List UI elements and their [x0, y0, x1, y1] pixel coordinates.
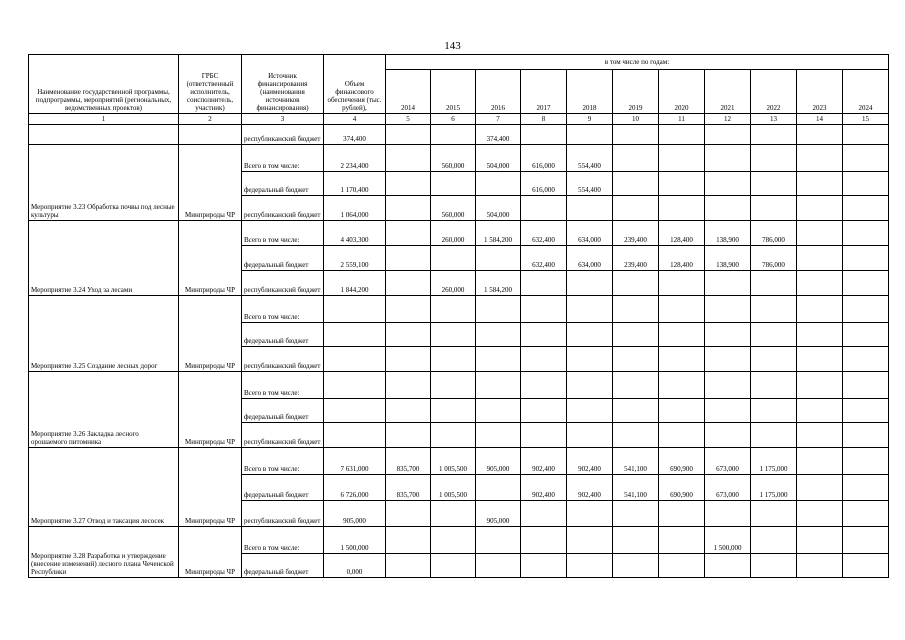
value-cell [567, 323, 613, 347]
value-cell [324, 372, 386, 399]
grbs-cell [179, 125, 242, 145]
column-index: 11 [659, 114, 705, 125]
table-row [29, 145, 889, 172]
measure-name: Мероприятие 3.24 Уход за лесами [29, 221, 179, 296]
value-cell: 260,000 [431, 221, 476, 246]
value-cell [659, 501, 705, 527]
source-cell: республиканский бюджет [242, 271, 324, 296]
value-cell: 6 726,000 [324, 475, 386, 501]
value-cell [431, 125, 476, 145]
value-cell [613, 501, 659, 527]
value-cell: 1 584,200 [476, 271, 521, 296]
value-cell: 616,000 [521, 145, 567, 172]
value-cell [521, 347, 567, 372]
value-cell: 1 584,200 [476, 221, 521, 246]
value-cell [797, 448, 843, 475]
value-cell [324, 423, 386, 448]
value-cell: 554,400 [567, 172, 613, 196]
value-cell [843, 246, 889, 271]
value-cell: 560,000 [431, 196, 476, 221]
source-cell: федеральный бюджет [242, 323, 324, 347]
value-cell: 0,000 [324, 554, 386, 578]
value-cell [613, 125, 659, 145]
value-cell: 541,100 [613, 448, 659, 475]
value-cell [476, 246, 521, 271]
grbs-cell: Минприроды ЧР [179, 145, 242, 221]
grbs-cell: Минприроды ЧР [179, 448, 242, 527]
value-cell [843, 125, 889, 145]
value-cell [613, 527, 659, 554]
column-index: 13 [751, 114, 797, 125]
value-cell [843, 554, 889, 578]
value-cell [705, 501, 751, 527]
value-cell [476, 475, 521, 501]
value-cell: 374,400 [324, 125, 386, 145]
value-cell [431, 399, 476, 423]
name-cell [29, 125, 179, 145]
value-cell: 835,700 [386, 448, 431, 475]
value-cell: 1 005,500 [431, 448, 476, 475]
value-cell [797, 125, 843, 145]
value-cell: 673,000 [705, 475, 751, 501]
value-cell: 1 500,000 [705, 527, 751, 554]
value-cell [521, 372, 567, 399]
grbs-cell: Минприроды ЧР [179, 372, 242, 448]
value-cell [659, 372, 705, 399]
page-number: 143 [444, 40, 461, 52]
measure-name: Мероприятие 3.23 Обработка почвы под лесные культуры [29, 145, 179, 221]
header-volume: Объем финансового обеспечения (тыс. рублей), [324, 55, 386, 114]
column-index: 15 [843, 114, 889, 125]
value-cell [659, 271, 705, 296]
value-cell [797, 323, 843, 347]
column-index: 10 [613, 114, 659, 125]
column-index: 4 [324, 114, 386, 125]
value-cell [705, 172, 751, 196]
value-cell: 128,400 [659, 246, 705, 271]
source-cell: федеральный бюджет [242, 554, 324, 578]
value-cell [386, 527, 431, 554]
value-cell [567, 196, 613, 221]
value-cell [386, 271, 431, 296]
source-cell: федеральный бюджет [242, 475, 324, 501]
value-cell [843, 423, 889, 448]
value-cell [431, 372, 476, 399]
value-cell [386, 501, 431, 527]
value-cell: 138,900 [705, 246, 751, 271]
value-cell [521, 271, 567, 296]
value-cell: 554,400 [567, 145, 613, 172]
value-cell: 1 005,500 [431, 475, 476, 501]
value-cell [659, 145, 705, 172]
value-cell [843, 501, 889, 527]
value-cell [751, 145, 797, 172]
value-cell [476, 172, 521, 196]
value-cell [521, 323, 567, 347]
value-cell [613, 271, 659, 296]
value-cell [659, 423, 705, 448]
value-cell [797, 399, 843, 423]
value-cell [797, 296, 843, 323]
column-index: 14 [797, 114, 843, 125]
value-cell [567, 554, 613, 578]
value-cell [751, 172, 797, 196]
value-cell [797, 423, 843, 448]
value-cell [431, 527, 476, 554]
value-cell [476, 399, 521, 423]
value-cell: 690,900 [659, 448, 705, 475]
financing-table [28, 54, 889, 578]
value-cell [521, 196, 567, 221]
value-cell [567, 527, 613, 554]
value-cell [705, 196, 751, 221]
value-cell: 504,000 [476, 196, 521, 221]
value-cell [431, 423, 476, 448]
value-cell [431, 554, 476, 578]
source-cell: республиканский бюджет [242, 423, 324, 448]
value-cell: 1 064,000 [324, 196, 386, 221]
value-cell [705, 271, 751, 296]
value-cell [751, 296, 797, 323]
value-cell [751, 554, 797, 578]
header-by-years: в том числе по годам: [386, 55, 889, 70]
value-cell: 905,000 [476, 501, 521, 527]
value-cell [567, 347, 613, 372]
value-cell [843, 196, 889, 221]
value-cell [797, 271, 843, 296]
value-cell: 1 844,200 [324, 271, 386, 296]
value-cell [431, 172, 476, 196]
value-cell [751, 372, 797, 399]
value-cell [476, 347, 521, 372]
year-header: 2019 [613, 70, 659, 114]
source-cell: республиканский бюджет [242, 501, 324, 527]
value-cell [659, 196, 705, 221]
measure-name: Мероприятие 3.28 Разработка и утверждение (внесение изменений) лесного плана Чеченской Республики [29, 527, 179, 578]
value-cell [521, 399, 567, 423]
value-cell [797, 527, 843, 554]
value-cell [521, 554, 567, 578]
value-cell [386, 221, 431, 246]
value-cell: 905,000 [324, 501, 386, 527]
value-cell [521, 527, 567, 554]
value-cell: 902,400 [521, 448, 567, 475]
value-cell: 260,000 [431, 271, 476, 296]
value-cell [431, 246, 476, 271]
source-cell: республиканский бюджет [242, 125, 324, 145]
value-cell [843, 221, 889, 246]
value-cell [797, 347, 843, 372]
value-cell: 902,400 [567, 475, 613, 501]
column-index: 6 [431, 114, 476, 125]
value-cell [431, 501, 476, 527]
measure-name: Мероприятие 3.25 Создание лесных дорог [29, 296, 179, 372]
source-cell: Всего в том числе: [242, 448, 324, 475]
value-cell [431, 347, 476, 372]
header-source: Источник финансирования (наименования источников финансирования) [242, 55, 324, 114]
value-cell: 1 170,400 [324, 172, 386, 196]
year-header: 2014 [386, 70, 431, 114]
value-cell [613, 399, 659, 423]
table-row [29, 296, 889, 323]
source-cell: Всего в том числе: [242, 296, 324, 323]
year-header: 2017 [521, 70, 567, 114]
value-cell [476, 527, 521, 554]
value-cell [567, 271, 613, 296]
value-cell [705, 399, 751, 423]
value-cell [659, 125, 705, 145]
value-cell [521, 125, 567, 145]
value-cell [386, 125, 431, 145]
value-cell: 632,400 [521, 221, 567, 246]
grbs-cell: Минприроды ЧР [179, 221, 242, 296]
value-cell [613, 296, 659, 323]
value-cell: 632,400 [521, 246, 567, 271]
value-cell [386, 246, 431, 271]
value-cell: 835,700 [386, 475, 431, 501]
value-cell [797, 554, 843, 578]
value-cell [386, 554, 431, 578]
value-cell [751, 271, 797, 296]
year-header: 2020 [659, 70, 705, 114]
value-cell [324, 399, 386, 423]
source-cell: Всего в том числе: [242, 221, 324, 246]
value-cell [843, 347, 889, 372]
source-cell: республиканский бюджет [242, 347, 324, 372]
value-cell [613, 196, 659, 221]
measure-name: Мероприятие 3.26 Закладка лесного орошаемого питомника [29, 372, 179, 448]
value-cell: 239,400 [613, 221, 659, 246]
value-cell: 690,900 [659, 475, 705, 501]
value-cell [386, 172, 431, 196]
source-cell: республиканский бюджет [242, 196, 324, 221]
value-cell [431, 323, 476, 347]
column-index: 9 [567, 114, 613, 125]
value-cell [659, 323, 705, 347]
value-cell [324, 296, 386, 323]
value-cell [476, 423, 521, 448]
value-cell: 673,000 [705, 448, 751, 475]
value-cell: 634,000 [567, 246, 613, 271]
value-cell [613, 145, 659, 172]
value-cell [751, 196, 797, 221]
value-cell [613, 423, 659, 448]
table-row [29, 372, 889, 399]
value-cell [705, 372, 751, 399]
value-cell [705, 323, 751, 347]
value-cell [659, 527, 705, 554]
value-cell: 541,100 [613, 475, 659, 501]
column-index: 8 [521, 114, 567, 125]
value-cell [659, 296, 705, 323]
source-cell: Всего в том числе: [242, 372, 324, 399]
value-cell [613, 172, 659, 196]
column-index: 5 [386, 114, 431, 125]
grbs-cell: Минприроды ЧР [179, 527, 242, 578]
source-cell: федеральный бюджет [242, 399, 324, 423]
value-cell: 902,400 [567, 448, 613, 475]
source-cell: федеральный бюджет [242, 246, 324, 271]
source-cell: Всего в том числе: [242, 527, 324, 554]
value-cell: 4 403,300 [324, 221, 386, 246]
value-cell [659, 347, 705, 372]
year-header: 2023 [797, 70, 843, 114]
value-cell: 2 234,400 [324, 145, 386, 172]
value-cell: 504,000 [476, 145, 521, 172]
value-cell: 374,400 [476, 125, 521, 145]
column-index: 2 [179, 114, 242, 125]
value-cell [521, 423, 567, 448]
grbs-cell: Минприроды ЧР [179, 296, 242, 372]
value-cell [386, 347, 431, 372]
column-index: 1 [29, 114, 179, 125]
value-cell [843, 145, 889, 172]
header-grbs: ГРБС (ответственный исполнитель, соисполнитель, участник) [179, 55, 242, 114]
value-cell [567, 125, 613, 145]
table-row [29, 221, 889, 246]
value-cell [843, 296, 889, 323]
value-cell [751, 527, 797, 554]
year-header: 2015 [431, 70, 476, 114]
table-row [29, 125, 889, 145]
value-cell [567, 296, 613, 323]
value-cell [386, 399, 431, 423]
value-cell [567, 372, 613, 399]
value-cell [751, 125, 797, 145]
value-cell [476, 554, 521, 578]
year-header: 2016 [476, 70, 521, 114]
value-cell [843, 527, 889, 554]
value-cell [797, 475, 843, 501]
value-cell [613, 323, 659, 347]
value-cell [659, 554, 705, 578]
year-header: 2018 [567, 70, 613, 114]
value-cell [324, 323, 386, 347]
value-cell [567, 399, 613, 423]
source-cell: федеральный бюджет [242, 172, 324, 196]
value-cell: 7 631,000 [324, 448, 386, 475]
table-row [29, 448, 889, 475]
value-cell: 2 559,100 [324, 246, 386, 271]
value-cell [797, 372, 843, 399]
value-cell [751, 501, 797, 527]
value-cell [476, 323, 521, 347]
year-header: 2024 [843, 70, 889, 114]
header-name: Наименование государственной программы, подпрограммы, мероприятий (региональных, ведомственных проектов) [29, 55, 179, 114]
value-cell [567, 501, 613, 527]
value-cell [476, 372, 521, 399]
value-cell [386, 145, 431, 172]
value-cell: 560,000 [431, 145, 476, 172]
value-cell: 902,400 [521, 475, 567, 501]
value-cell: 616,000 [521, 172, 567, 196]
table-row [29, 527, 889, 554]
column-index: 12 [705, 114, 751, 125]
value-cell [386, 372, 431, 399]
value-cell [613, 554, 659, 578]
value-cell [521, 296, 567, 323]
value-cell [797, 246, 843, 271]
value-cell [705, 423, 751, 448]
value-cell [386, 296, 431, 323]
value-cell [843, 475, 889, 501]
value-cell [843, 172, 889, 196]
value-cell [843, 448, 889, 475]
value-cell [751, 347, 797, 372]
value-cell [797, 172, 843, 196]
value-cell [386, 423, 431, 448]
value-cell: 239,400 [613, 246, 659, 271]
value-cell [476, 296, 521, 323]
value-cell [843, 399, 889, 423]
value-cell: 786,000 [751, 221, 797, 246]
value-cell [613, 372, 659, 399]
value-cell: 786,000 [751, 246, 797, 271]
value-cell [797, 501, 843, 527]
value-cell [705, 145, 751, 172]
column-index: 7 [476, 114, 521, 125]
value-cell: 1 175,000 [751, 475, 797, 501]
value-cell: 905,000 [476, 448, 521, 475]
value-cell [797, 145, 843, 172]
value-cell: 1 500,000 [324, 527, 386, 554]
source-cell: Всего в том числе: [242, 145, 324, 172]
value-cell [843, 271, 889, 296]
year-header: 2021 [705, 70, 751, 114]
value-cell [751, 423, 797, 448]
value-cell [521, 501, 567, 527]
year-header: 2022 [751, 70, 797, 114]
value-cell [659, 172, 705, 196]
value-cell [797, 221, 843, 246]
value-cell [659, 399, 705, 423]
value-cell [843, 372, 889, 399]
value-cell [705, 554, 751, 578]
value-cell: 634,000 [567, 221, 613, 246]
value-cell [751, 323, 797, 347]
value-cell [705, 347, 751, 372]
measure-name: Мероприятие 3.27 Отвод и таксация лесосек [29, 448, 179, 527]
value-cell [431, 296, 476, 323]
column-index: 3 [242, 114, 324, 125]
value-cell [324, 347, 386, 372]
value-cell: 138,900 [705, 221, 751, 246]
value-cell [797, 196, 843, 221]
value-cell [386, 323, 431, 347]
value-cell: 128,400 [659, 221, 705, 246]
value-cell [751, 399, 797, 423]
value-cell [705, 296, 751, 323]
value-cell [386, 196, 431, 221]
value-cell: 1 175,000 [751, 448, 797, 475]
value-cell [567, 423, 613, 448]
value-cell [843, 323, 889, 347]
value-cell [613, 347, 659, 372]
value-cell [705, 125, 751, 145]
